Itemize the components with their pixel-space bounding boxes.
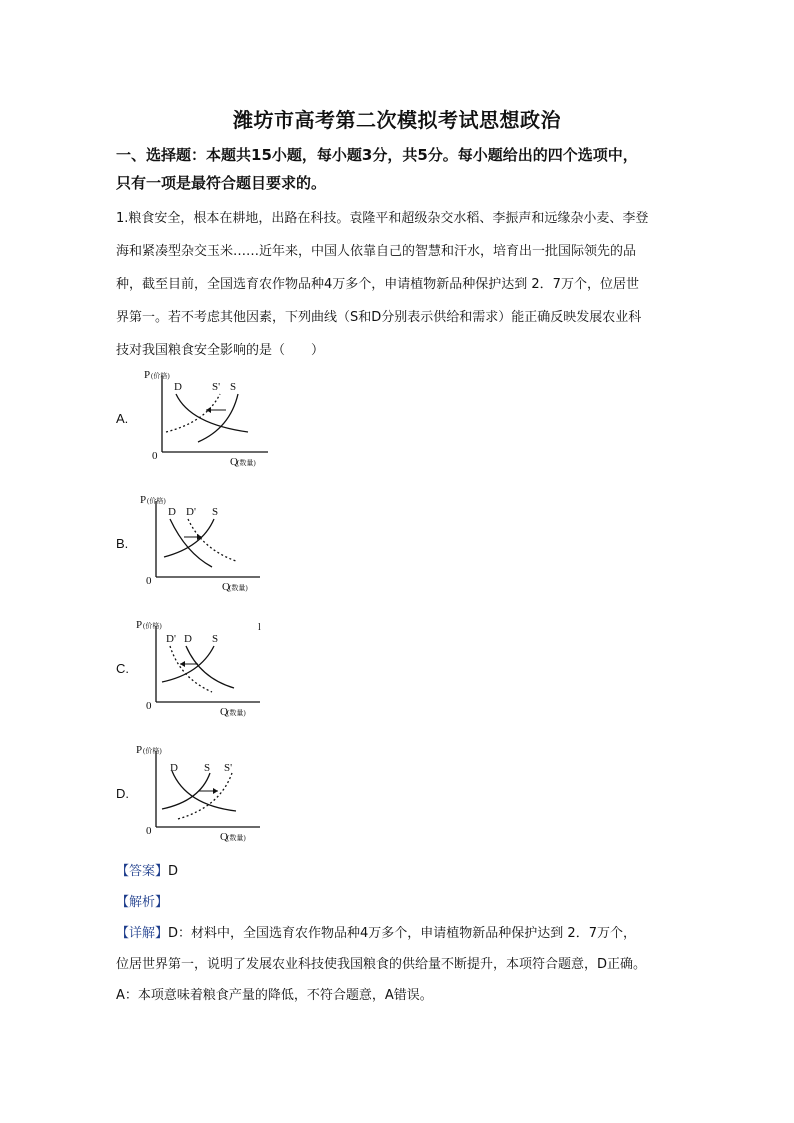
price-axis-label: P bbox=[144, 369, 151, 381]
detail-line bbox=[116, 918, 686, 949]
detail-line: 位居世界第一，说明了发展农业科技使我国粮食的供给量不断提升，本项符合题意，D正确。 bbox=[116, 957, 647, 972]
quantity-axis-sublabel: (数量) bbox=[237, 459, 256, 467]
curve-label: S' bbox=[212, 381, 221, 393]
demand-curve bbox=[170, 519, 212, 567]
curve-label: D bbox=[168, 506, 176, 518]
quantity-axis-label: Q bbox=[220, 706, 228, 718]
curve-label: D' bbox=[166, 633, 176, 645]
supply-curve bbox=[198, 394, 238, 442]
demand-curve bbox=[176, 394, 248, 432]
curve-label: S bbox=[230, 381, 237, 393]
answer-value: D bbox=[168, 864, 179, 879]
detail-text: D：材料中，全国选育农作物品种4万多个，申请植物新品种保护达到 2．7万个， bbox=[168, 926, 636, 941]
curve-label: D bbox=[184, 633, 192, 645]
price-axis-sublabel: (价格) bbox=[143, 747, 162, 755]
price-axis-label: P bbox=[136, 619, 143, 631]
option-d-label: D. bbox=[116, 786, 129, 801]
detail-line: A：本项意味着粮食产量的降低，不符合题意，A错误。 bbox=[116, 988, 433, 1003]
option-b-label: B. bbox=[116, 536, 129, 551]
curve-label: D bbox=[170, 762, 178, 774]
curve-label: S bbox=[212, 506, 219, 518]
quantity-axis-sublabel: (数量) bbox=[227, 834, 246, 842]
quantity-axis-label: Q bbox=[220, 831, 228, 843]
quantity-axis-sublabel: (数量) bbox=[229, 584, 248, 592]
origin-label: 0 bbox=[146, 575, 152, 587]
price-axis-sublabel: (价格) bbox=[147, 497, 166, 505]
origin-label: 0 bbox=[146, 825, 152, 837]
question-line: 海和紧凑型杂交玉米……近年来，中国人依靠自己的智慧和汗水，培育出一批国际领先的品 bbox=[116, 244, 637, 259]
curve-label: S' bbox=[224, 762, 233, 774]
option-c-label: C. bbox=[116, 661, 129, 676]
option-d-graph bbox=[136, 741, 280, 846]
question-stem bbox=[116, 202, 686, 367]
left-arrow-icon bbox=[180, 661, 185, 667]
section-heading-line: 一、选择题：本题共15小题，每小题3分，共5分。每小题给出的四个选项中， bbox=[116, 146, 638, 164]
analysis-tag: 【解析】 bbox=[116, 895, 169, 910]
section-heading-line: 只有一项是最符合题目要求的。 bbox=[116, 174, 327, 192]
origin-label: 0 bbox=[146, 700, 152, 712]
detail-tag: 【详解】 bbox=[116, 926, 169, 941]
price-axis-sublabel: (价格) bbox=[151, 372, 170, 380]
detail-block bbox=[116, 918, 686, 1011]
quantity-axis-label: Q bbox=[230, 456, 238, 468]
supply-curve-shifted bbox=[178, 773, 232, 819]
section-heading bbox=[116, 141, 686, 197]
price-axis-sublabel: (价格) bbox=[143, 622, 162, 630]
price-axis-label: P bbox=[140, 494, 147, 506]
origin-label: 0 bbox=[152, 450, 158, 462]
stray-mark: l bbox=[258, 622, 261, 633]
quantity-axis-sublabel: (数量) bbox=[227, 709, 246, 717]
supply-curve bbox=[164, 519, 214, 557]
option-b-graph bbox=[140, 491, 280, 596]
question-line: 技对我国粮食安全影响的是（ ） bbox=[116, 343, 325, 358]
curve-label: D' bbox=[186, 506, 196, 518]
curve-label: S bbox=[204, 762, 211, 774]
price-axis-label: P bbox=[136, 744, 143, 756]
page-title: 潍坊市高考第二次模拟考试思想政治 bbox=[233, 108, 561, 132]
analysis-line bbox=[116, 893, 168, 913]
answer-line bbox=[116, 862, 178, 882]
curve-label: D bbox=[174, 381, 182, 393]
curve-label: S bbox=[212, 633, 219, 645]
question-line: 1.粮食安全，根本在耕地，出路在科技。袁隆平和超级杂交水稻、李振声和远缘杂小麦、李登 bbox=[116, 211, 649, 226]
question-line: 种，截至目前，全国选育农作物品种4万多个，申请植物新品种保护达到 2．7万个，位居世 bbox=[116, 277, 639, 292]
answer-tag: 【答案】 bbox=[116, 864, 169, 879]
option-a-graph bbox=[140, 366, 280, 471]
quantity-axis-label: Q bbox=[222, 581, 230, 593]
question-line: 界第一。若不考虑其他因素，下列曲线（S和D分别表示供给和需求）能正确反映发展农业科 bbox=[116, 310, 642, 325]
right-arrow-icon bbox=[213, 788, 218, 794]
option-a-label: A. bbox=[116, 411, 129, 426]
demand-curve-shifted bbox=[170, 646, 212, 692]
